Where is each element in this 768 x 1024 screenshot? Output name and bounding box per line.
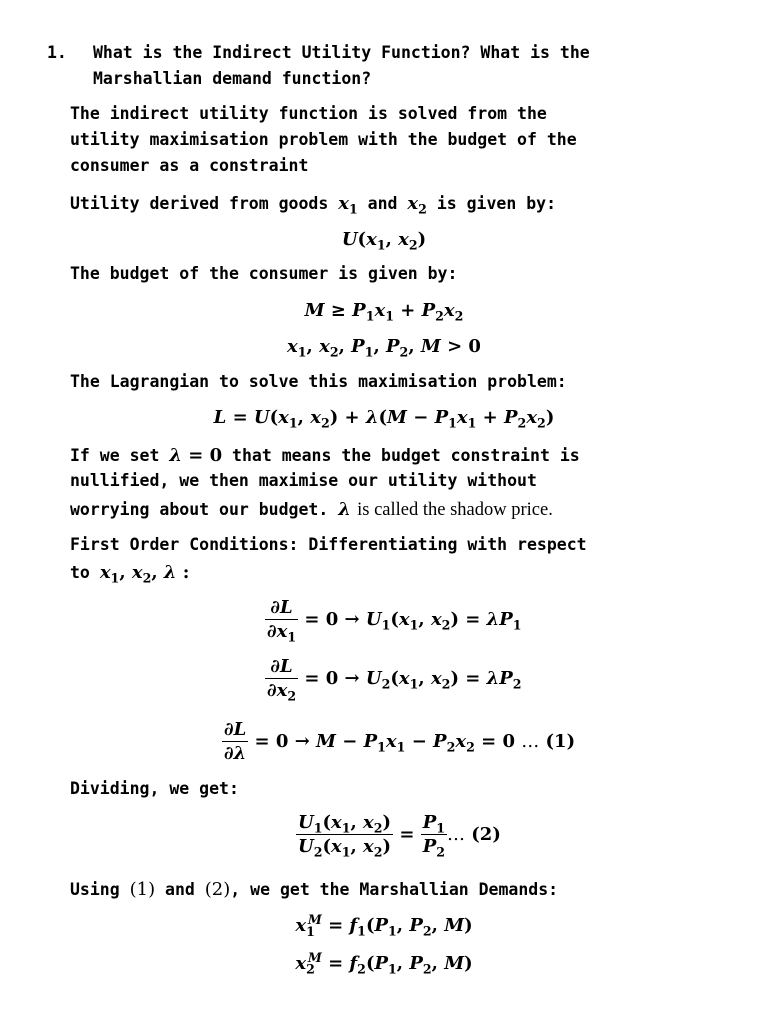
math-lambda-zero: λ = 0 — [169, 445, 223, 466]
intro-line-1: The indirect utility function is solved from the — [70, 104, 547, 123]
math-foc-vars: $x_1$, $x_2$, λ : — [99, 562, 190, 586]
lagrangian-sentence: The Lagrangian to solve this maximisation problem: — [70, 372, 567, 391]
foc-equation-x2: $\frac{\partial L}{\partial x_2}$ = $0 \to U_2(x_1$, $x_2) = \lambda P_2$ — [267, 656, 522, 704]
foc-equation-lambda: $\frac{\partial L}{\partial\lambda}$ = $0 \to M - P_1x_1 - P_2x_2 = 0$ … (1) — [224, 719, 576, 764]
budget-equation: $M \ge P_1x_1 + P_2x_2$ — [304, 300, 464, 324]
positivity-condition: $x_1$, $x_2$, $P_1$, $P_2$, M > 0 — [287, 336, 481, 360]
lambda-line-2: nullified, we then maximise our utility without — [70, 471, 537, 490]
math-x1: $x_1$ — [338, 193, 358, 217]
demand-equation-2: $x_2^M = f_2(P_1$, $P_2$, M) — [295, 950, 473, 977]
foc-line-2: to $x_1$, $x_2$, λ : — [70, 562, 190, 586]
utility-equation: $U(x_1$, $x_2$) — [341, 229, 427, 253]
ratio-equation: $\frac{U_1(x_1, x_2)}{U_2(x_1, x_2)}$ = $\frac{P_1}{P_2}$ … (2) — [298, 812, 501, 860]
question-line-2: Marshallian demand function? — [93, 69, 372, 88]
foc-line-1: First Order Conditions: Differentiating with respect — [70, 535, 587, 554]
question-line-1: What is the Indirect Utility Function? What is the — [93, 43, 590, 62]
foc-equation-x1: $\frac{\partial L}{\partial x_1}$ = $0 \to U_1(x_1$, $x_2) = \lambda P_1$ — [267, 597, 522, 645]
intro-line-2: utility maximisation problem with the budget of the — [70, 130, 577, 149]
dividing-sentence: Dividing, we get: — [70, 779, 239, 798]
budget-sentence: The budget of the consumer is given by: — [70, 264, 458, 283]
intro-line-3: consumer as a constraint — [70, 156, 309, 175]
question-number: 1. — [47, 43, 67, 62]
lambda-line-3: worrying about our budget. λ is called the shadow price. — [70, 499, 553, 520]
math-x2: $x_2$ — [407, 193, 427, 217]
lambda-line-1: If we set λ = 0 that means the budget constraint is — [70, 445, 580, 466]
lagrangian-equation: $L = U(x_1$, $x_2) + \lambda(M - P_1x_1 + P_2x_2)$ — [213, 407, 555, 431]
using-sentence: Using (1) and (2), we get the Marshallian Demands: — [70, 879, 559, 900]
demand-equation-1: $x_1^M = f_1(P_1$, $P_2$, M) — [295, 912, 473, 939]
math-lambda: λ — [338, 499, 351, 520]
utility-sentence: Utility derived from goods $x_1$ and $x_2$ is given by: — [70, 193, 557, 217]
